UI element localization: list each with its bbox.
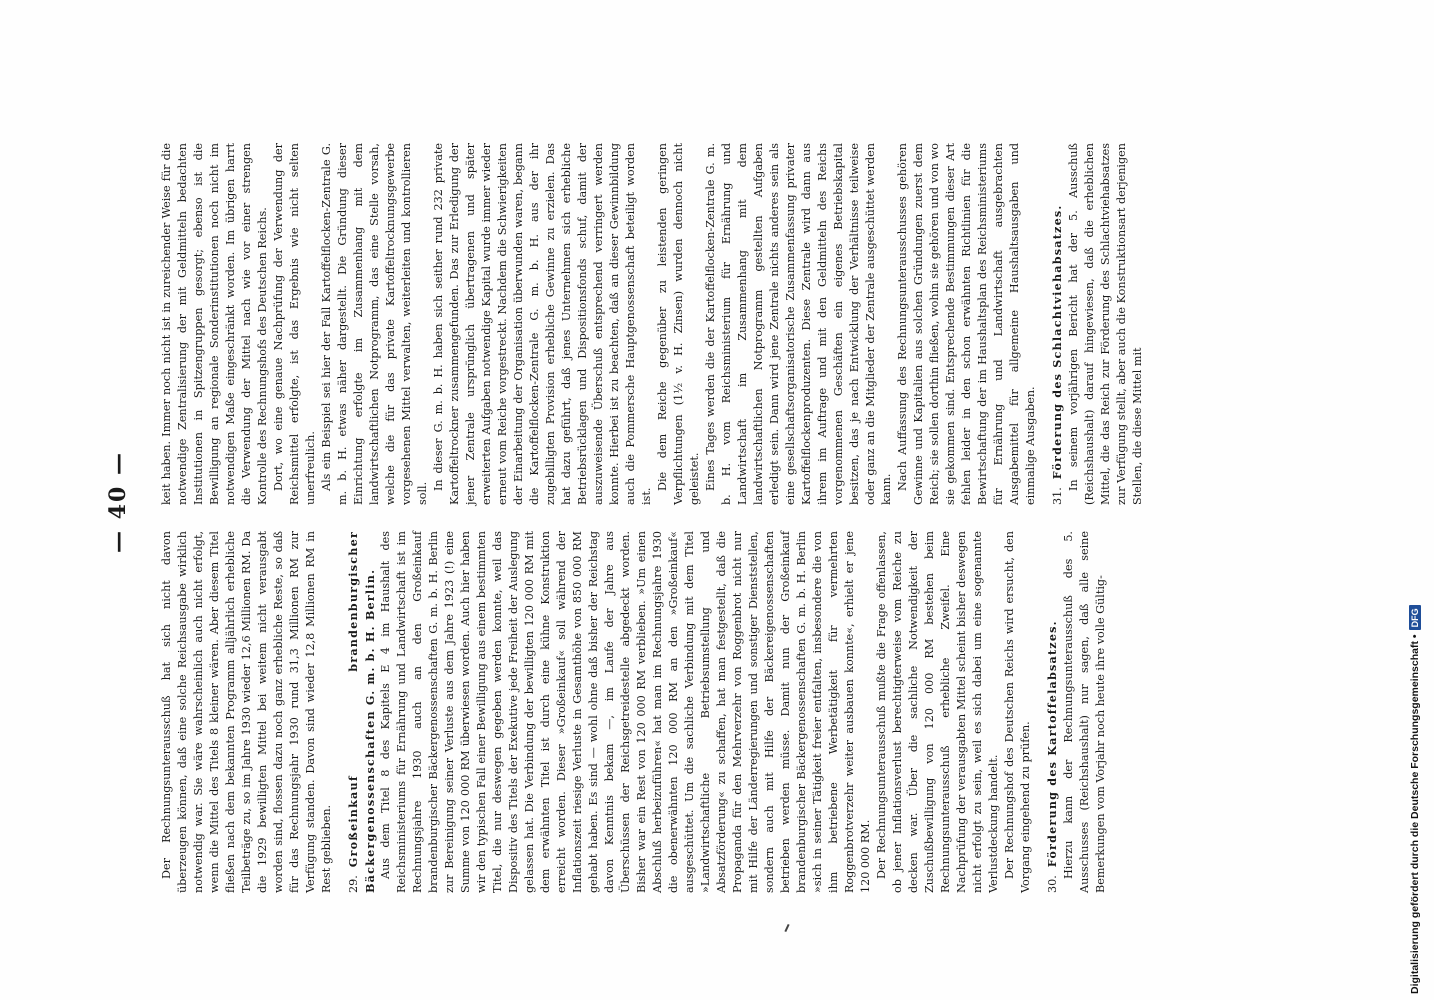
section-heading-31 <box>1049 143 1066 505</box>
paragraph: Der Rechnungshof des Deutschen Reichs wird ersucht, den Vorgang eingehend zu prüfen. <box>1003 531 1032 893</box>
stamp-text: Digitalisierung gefördert durch die Deutsche Forschungsgemeinschaft • <box>1409 634 1421 994</box>
left-column <box>159 531 1109 893</box>
document-page <box>97 97 1262 907</box>
section-heading-30 <box>1044 531 1061 893</box>
paragraph: In dieser G. m. b. H. haben sich seither rund 232 private Kartoffeltrockner zusammengefunden. Das zur Erledigung der jener Zentrale ursprünglich übertragenen und später erweiterten Aufgaben notwendige Kapital wurde immer wieder erneut vom Reiche vorgestreckt. Nachdem die Schwierigkeiten der Einarbeitung der Organisation überwunden waren, begann die Kartoffelflocken-Zentrale G. m. b. H. aus der ihr zugebilligten Provision erhebliche Gewinne zu erzielen. Das hat dazu geführt, daß jenes Unternehmen sich erhebliche Betriebsrücklagen und Dispositionsfonds schuf, damit der auszuweisende Überschuß entsprechend verringert werden konnte. Hierbei ist zu beachten, daß an dieser Gewinnbildung auch die Pommersche Hauptgenossenschaft beteiligt worden ist. <box>432 143 653 505</box>
section-number: 30. <box>1046 875 1059 893</box>
page-number: — 40 — <box>105 451 131 553</box>
section-heading-29 <box>345 531 378 893</box>
dfg-logo-icon: DFG <box>1409 605 1421 630</box>
paragraph: Der Rechnungsunterausschuß hat sich nicht davon überzeugen können, daß eine solche Reichsausgabe wirklich notwendig war. Sie wäre wahrscheinlich auch nicht erfolgt, wenn die Mittel des Titels 8 kleiner wären. Aber diesem Titel fließen nach dem bekannten Programm alljährlich erhebliche Teilbeträge zu, so im Jahre 1930 wieder 12,6 Millionen RM. Da die 1929 bewilligten Mittel bei weitem nicht verausgabt worden sind, flossen dazu noch ganz erhebliche Reste, so daß für das Rechnungsjahr 1930 rund 31,3 Millionen RM zur Verfügung standen. Davon sind wieder 12,8 Millionen RM in Rest geblieben. <box>160 531 333 893</box>
paragraph: Als ein Beispiel sei hier der Fall Kartoffelflocken-Zentrale G. m. b. H. etwas näher dargestellt. Die Gründung dieser Einrichtung erfolgte im Zusammenhang mit dem landwirtschaftlichen Notprogramm, das eine Stelle vorsah, welche die für das private Kartoffeltrocknungsgewerbe vorgesehenen Mittel verwalten, weiterleiten und kontrollieren soll. <box>320 143 429 505</box>
stamp-inner <box>1400 6 1430 994</box>
scan-mark <box>784 924 789 932</box>
section-title: Förderung des Kartoffelabsatzes. <box>1045 620 1059 868</box>
section-number: 31. <box>1051 487 1064 505</box>
paragraph: Die dem Reiche gegenüber zu leistenden geringen Verpflichtungen (1½ v. H. Zinsen) wurden dennoch nicht geleistet. <box>656 143 701 505</box>
paragraph: Hierzu kann der Rechnungsunterausschuß des 5. Ausschusses (Reichshaushalt) nur sagen, daß alle seine Bemerkungen vom Vorjahr noch heute ihre volle Gültig- <box>1062 531 1107 893</box>
paragraph: Eines Tages werden die der Kartoffelflocken-Zentrale G. m. b. H. vom Reichsministerium für Ernährung und Landwirtschaft im Zusammenhang mit dem landwirtschaftlichen Notprogramm gestellten Aufgaben erledigt sein. Dann wird jene Zentrale nichts anderes sein als eine gesellschaftsorganisatorische Zusammenfassung privater Kartoffelflockenproduzenten. Diese Zentrale wird dann aus ihrem im Auftrage und mit den Geldmitteln des Reichs vorgenommenen Geschäften ein eigenes Betriebskapital besitzen, das je nach Entwicklung der Verhältnisse teilweise oder ganz an die Mitglieder der Zentrale ausgeschüttet werden kann. <box>704 143 893 505</box>
paragraph: Dort, wo eine genaue Nachprüfung der Verwendung der Reichsmittel erfolgte, ist das Ergebnis wie nicht selten unerfreulich. <box>272 143 317 505</box>
paragraph: Nach Auffassung des Rechnungsunterausschusses gehören Gewinne und Kapitalien aus solchen Gründungen zuerst dem Reich; sie sollen dorthin fließen, wohin sie gehören und von wo sie gekommen sind. Entsprechende Bestimmungen dieser Art fehlen leider in den schon erwähnten Richtlinien für die Bewirtschaftung der im Haushaltsplan des Reichsministeriums für Ernährung und Landwirtschaft ausgebrachten Ausgabemittel für allgemeine Haushaltsausgaben und einmalige Ausgaben. <box>896 143 1037 505</box>
paragraph: Der Rechnungsunterausschuß mußte die Frage offenlassen, ob jener Inflationsverlust berechtigterweise vom Reiche zu decken war. Über die sachliche Notwendigkeit der Zuschußbewilligung von 120 000 RM bestehen beim Rechnungsunterausschuß erhebliche Zweifel. Eine Nachprüfung der verausgabten Mittel scheint bisher deswegen nicht erfolgt zu sein, weil es sich dabei um eine sogenannte Verlustdeckung handelt. <box>875 531 1000 893</box>
section-title: Großeinkauf brandenburgischer Bäckergenossenschaften G. m. b. H. Berlin. <box>346 531 377 893</box>
section-number: 29. <box>347 875 360 893</box>
paragraph: keit haben. Immer noch nicht ist in zureichender Weise für die notwendige Zentralisierung der mit Geldmitteln bedachten Institutionen in Spitzengruppen gesorgt; ebenso ist die Bewilligung an regionale Sonderinstitutionen noch nicht im notwendigen Maße eingeschränkt worden. Im übrigen harrt die Verwendung der Mittel nach wie vor einer strengen Kontrolle des Rechnungshofs des Deutschen Reichs. <box>160 143 269 505</box>
digitization-stamp <box>1400 6 1430 994</box>
paragraph: Aus dem Titel 8 des Kapitels E 4 im Haushalt des Reichsministeriums für Ernährung und Landwirtschaft ist im Rechnungsjahre 1930 auch an den Großeinkauf brandenburgischer Bäckergenossenschaften G. m. b. H. Berlin zur Bereinigung seiner Verluste aus dem Jahre 1923 (!) eine Summe von 120 000 RM überwiesen worden. Auch hier haben wir den typischen Fall einer Bewilligung aus einem bestimmten Titel, die nur deswegen gegeben werden konnte, weil das Dispositiv des Titels der Exekutive jede Freiheit der Auslegung gelassen hat. Die Verbindung der bewilligten 120 000 RM mit dem erwähnten Titel ist durch eine kühne Konstruktion erreicht worden. Dieser »Großeinkauf« soll während der Inflationszeit riesige Verluste in Gesamthöhe von 850 000 RM gehabt haben. Es sind — wohl ohne daß bisher der Reichstag davon Kenntnis bekam —, im Laufe der Jahre aus Überschüssen der Reichsgetreidestelle abgedeckt worden. Bisher war ein Rest von 120 000 RM verblieben. »Um einen Abschluß herbeizuführen« hat man im Rechnungsjahre 1930 die obenerwähnten 120 000 RM an den »Großeinkauf« ausgeschüttet. Um die sachliche Verbindung mit dem Titel »Landwirtschaftliche Betriebsumstellung und Absatzförderung« zu schaffen, hat man festgestellt, daß die Propaganda für den Mehrverzehr von Roggenbrot nicht nur mit Hilfe der Länderregierungen und sonstiger Dienststellen, sondern auch mit Hilfe der Bäckereigenossenschaften betrieben werden müsse. Damit nun der Großeinkauf brandenburgischer Bäckergenossenschaften G. m. b. H. Berlin »sich in seiner Tätigkeit freier entfalten, insbesondere die von ihm betriebene Werbetätigkeit für vermehrten Roggenbrotverzehr weiter ausbauen konnte«, erhielt er jene 120 000 RM. <box>379 531 872 893</box>
right-column <box>159 143 1146 505</box>
paragraph: In seinem vorjährigen Bericht hat der 5. Ausschuß (Reichshaushalt) darauf hingewiesen, daß die erheblichen Mittel, die das Reich zur Förderung des Schlachtviehabsatzes zur Verfügung stellt, aber auch die Konstruktionsart derjenigen Stellen, die diese Mittel mit <box>1067 143 1144 505</box>
section-title: Förderung des Schlachtviehabsatzes. <box>1050 204 1064 480</box>
